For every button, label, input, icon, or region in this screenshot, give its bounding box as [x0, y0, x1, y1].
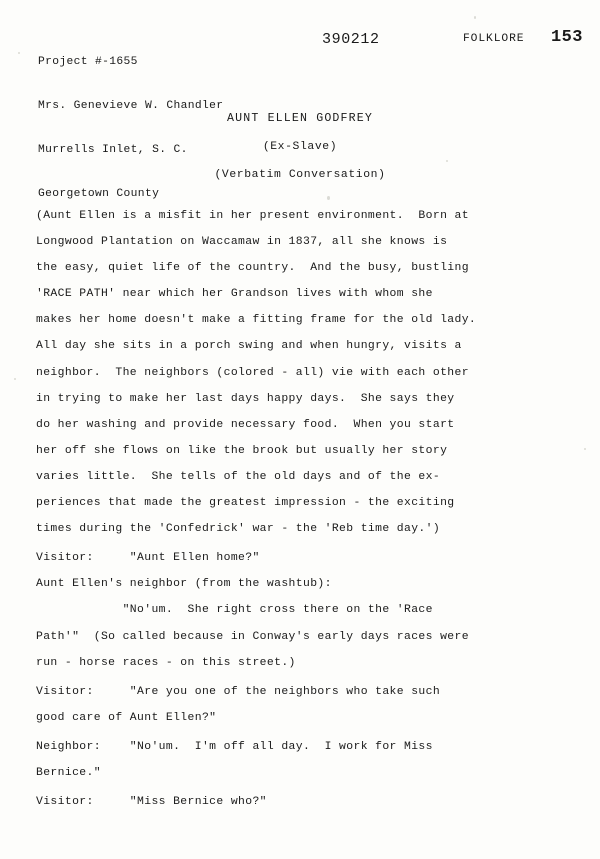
document-body-line: Bernice." — [36, 766, 101, 779]
document-body-line: good care of Aunt Ellen?" — [36, 711, 217, 724]
header-project-line: Project #-1655 — [38, 56, 138, 69]
document-subtitle-secondary: (Verbatim Conversation) — [214, 169, 386, 181]
scan-speck — [474, 16, 476, 19]
document-body-line: the easy, quiet life of the country. And the busy, bustling — [36, 262, 469, 275]
document-body-line: Visitor: "Miss Bernice who?" — [36, 796, 267, 809]
scan-speck — [18, 52, 20, 54]
document-body-line: Neighbor: "No'um. I'm off all day. I work for Miss — [36, 740, 433, 753]
document-body-line: Path'" (So called because in Conway's early days races were — [36, 630, 469, 643]
document-body-line: run - horse races - on this street.) — [36, 656, 296, 669]
document-title: AUNT ELLEN GODFREY — [227, 112, 373, 125]
document-body-line: 'RACE PATH' near which her Grandson lives with whom she — [36, 288, 433, 301]
document-category: FOLKLORE — [463, 33, 525, 45]
header-author-line: Mrs. Genevieve W. Chandler — [38, 99, 224, 112]
document-body — [36, 203, 572, 815]
document-body-line: in trying to make her last days happy days. She says they — [36, 392, 455, 405]
document-body-line: (Aunt Ellen is a misfit in her present environment. Born at — [36, 210, 469, 222]
header-county-line: Georgetown County — [38, 187, 160, 200]
document-body-line: her off she flows on like the brook but usually her story — [36, 444, 448, 457]
document-body-line: Aunt Ellen's neighbor (from the washtub): — [36, 578, 332, 591]
scan-speck — [14, 378, 16, 380]
document-body-line: Visitor: "Aunt Ellen home?" — [36, 552, 260, 565]
document-body-line: neighbor. The neighbors (colored - all) vie with each other — [36, 366, 469, 379]
document-body-line: All day she sits in a porch swing and when hungry, visits a — [36, 340, 462, 353]
scan-speck — [446, 160, 448, 162]
document-body-line: times during the 'Confedrick' war - the 'Reb time day.') — [36, 523, 441, 536]
document-subtitle: (Ex-Slave) — [262, 141, 338, 153]
document-body-line: do her washing and provide necessary food. When you start — [36, 418, 455, 431]
document-body-line: makes her home doesn't make a fitting frame for the old lady. — [36, 314, 477, 327]
page-number: 153 — [551, 28, 583, 47]
document-title-block — [0, 112, 600, 181]
document-body-line: Visitor: "Are you one of the neighbors who take such — [36, 685, 441, 698]
scan-speck — [327, 196, 330, 200]
document-body-line: "No'um. She right cross there on the 'Race — [36, 604, 433, 617]
header-place-line: Murrells Inlet, S. C. — [38, 143, 188, 156]
document-body-line: Longwood Plantation on Waccamaw in 1837, all she knows is — [36, 236, 448, 249]
scan-speck — [584, 448, 586, 450]
document-number: 390212 — [322, 31, 380, 48]
document-body-line: varies little. She tells of the old days and of the ex- — [36, 470, 441, 483]
document-body-line: periences that made the greatest impression - the exciting — [36, 497, 455, 510]
